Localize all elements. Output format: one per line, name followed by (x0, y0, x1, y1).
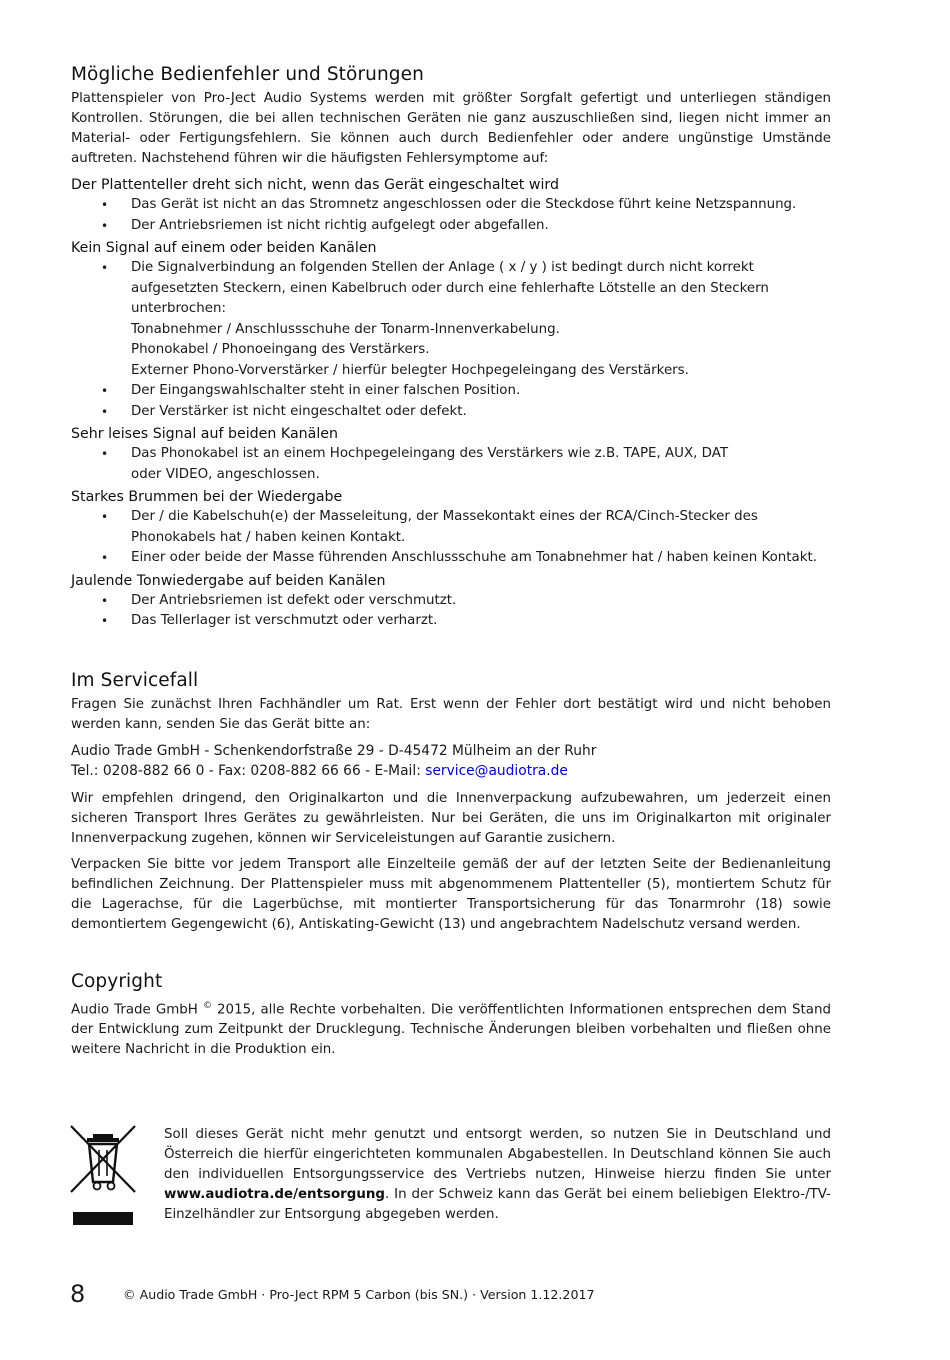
cause-text: Phonokabel / Phonoeingang des Verstärkers. (131, 342, 430, 357)
cause-text: Tonabnehmer / Anschlussschuhe der Tonarm-Innenverkabelung. (131, 321, 560, 337)
bullet-icon: • (101, 384, 109, 398)
disposal-notice (164, 1125, 831, 1225)
cause-item (71, 548, 831, 569)
weee-disposal-icon (69, 1124, 139, 1230)
cause-text: Der Verstärker ist nicht eingeschaltet oder defekt. (131, 403, 467, 419)
cause-item (71, 611, 831, 632)
cause-text: Der / die Kabelschuh(e) der Masseleitung, der Massekontakt eines der RCA/Cinch-Stecker des (131, 509, 758, 524)
contact-text: Tel.: 0208-882 66 0 - Fax: 0208-882 66 66 - E-Mail: (71, 762, 426, 779)
bullet-icon: • (101, 404, 109, 419)
cause-list (71, 507, 831, 569)
cause-list (71, 195, 831, 236)
cause-item (71, 258, 831, 381)
problem-title: Jaulende Tonwiedergabe auf beiden Kanälen (71, 572, 386, 589)
page-content (71, 64, 831, 1066)
disposal-text-end: . In der Schweiz kann das Gerät bei einem beliebigen Elektro-/TV-Einzelhändler zur Entsorgung abgegeben werden. (164, 1187, 831, 1222)
cause-list (71, 258, 831, 422)
cause-text: Der Antriebsriemen ist nicht richtig aufgelegt oder abgefallen. (131, 217, 549, 233)
cause-text: Das Gerät ist nicht an das Stromnetz angeschlossen oder die Steckdose führt keine Netzspannung. (131, 197, 797, 212)
cause-item (71, 444, 831, 485)
troubleshooting-intro: Plattenspieler von Pro-Ject Audio Systems werden mit größter Sorgfalt gefertigt und unterliegen ständigen Kontrollen. Störungen, die bei allen technischen Geräten nie ganz auszuschließen sind, liegen nicht immer an Material- oder Fertigungsfehlern. Sie können auch durch Bedienfehler oder andere ungünstige Umstände auftreten. Nachstehend führen wir die häufigsten Fehlersymptome auf: (71, 91, 831, 166)
bullet-icon: • (101, 447, 109, 461)
copyright-symbol: © (202, 1000, 212, 1011)
cause-text: Einer oder beide der Masse führenden Anschlussschuhe am Tonabnehmer hat / haben keinen Kontakt. (131, 550, 817, 565)
cause-text: oder VIDEO, angeschlossen. (131, 466, 320, 482)
problem-title: Sehr leises Signal auf beiden Kanälen (71, 426, 338, 442)
service-contact (71, 761, 831, 781)
cause-item (71, 381, 831, 402)
disposal-link[interactable]: www.audiotra.de/entsorgung (164, 1187, 385, 1202)
problem-title: Der Plattenteller dreht sich nicht, wenn das Gerät eingeschaltet wird (71, 177, 560, 193)
heading-copyright: Copyright (71, 970, 163, 992)
service-address: Audio Trade GmbH - Schenkendorfstraße 29 - D-45472 Mülheim an der Ruhr (71, 742, 597, 759)
copyright-body: 2015, alle Rechte vorbehalten. Die veröffentlichten Informationen entsprechen dem Stand der Entwicklung zum Zeitpunkt der Drucklegung. Technische Änderungen bleiben vorbehalten und fließen ohne weitere Nachricht in die Produktion ein. (71, 1001, 831, 1057)
cause-list (71, 444, 831, 485)
heading-service: Im Servicefall (71, 669, 199, 691)
page-footer (70, 1280, 770, 1312)
bullet-icon: • (101, 551, 109, 565)
disposal-text (164, 1125, 831, 1225)
disposal-text-start: Soll dieses Gerät nicht mehr genutzt und entsorgt werden, so nutzen Sie in Deutschland und Österreich die hierfür eingerichteten kommunalen Abgabestellen. In Deutschland können Sie auch den individuellen Entsorgungsservice des Vertriebs nutzen, Hinweise hierzu finden Sie unter (164, 1127, 831, 1182)
cause-text: Der Antriebsriemen ist defekt oder verschmutzt. (131, 592, 457, 608)
problem-list (71, 175, 831, 632)
bullet-icon: • (101, 510, 109, 524)
service-email-link[interactable]: service@audiotra.de (425, 762, 568, 779)
cause-item (71, 507, 831, 548)
bullet-icon: • (101, 218, 109, 233)
bullet-icon: • (101, 614, 109, 628)
page-number: 8 (70, 1280, 86, 1308)
service-transport-note: Verpacken Sie bitte vor jedem Transport alle Einzelteile gemäß der auf der letzten Seite der Bedienanleitung befindlichen Zeichnung. Der Plattenspieler muss mit abgenommenem Plattenteller (5), montiertem Schutz für die Lagerachse, für die Lagerbüchse, mit montierter Transportsicherung für das Tonarmrohr (18) sowie demontiertem Gegengewicht (6), Antiskating-Gewicht (13) und angebrachtem Nadelschutz versand werden. (71, 856, 831, 932)
cause-text: Das Tellerlager ist verschmutzt oder verharzt. (131, 613, 438, 628)
problem-title: Starkes Brummen bei der Wiedergabe (71, 489, 343, 505)
bullet-icon: • (101, 198, 109, 212)
copyright-holder: Audio Trade GmbH (71, 1001, 203, 1017)
service-intro: Fragen Sie zunächst Ihren Fachhändler um Rat. Erst wenn der Fehler dort bestätigt wird und nicht behoben werden kann, senden Sie das Gerät bitte an: (71, 696, 831, 732)
cause-item (71, 402, 831, 423)
cause-item (71, 216, 831, 237)
bullet-icon: • (101, 593, 109, 608)
cause-item (71, 195, 831, 216)
cause-text: Das Phonokabel ist an einem Hochpegeleingang des Verstärkers wie z.B. TAPE, AUX, DAT (131, 446, 729, 461)
problem-title: Kein Signal auf einem oder beiden Kanälen (71, 240, 377, 256)
cause-text: Die Signalverbindung an folgenden Stellen der Anlage ( x / y ) ist bedingt durch nicht korrekt aufgesetzten Steckern, einen Kabelbruch oder durch eine fehlerhafte Lötstelle an den Steckern unterbrochen: (131, 260, 769, 316)
cause-text: Der Eingangswahlschalter steht in einer falschen Position. (131, 383, 521, 398)
service-packaging-note: Wir empfehlen dringend, den Originalkarton und die Innenverpackung aufzubewahren, um jederzeit einen sicheren Transport Ihres Gerätes zu gewährleisten. Nur bei Geräten, die uns im Originalkarton mit originaler Innenverpackung zugehen, können wir Serviceleistungen auf Garantie zusichern. (71, 790, 831, 846)
cause-text: Phonokabels hat / haben keinen Kontakt. (131, 529, 406, 545)
footer-text: © Audio Trade GmbH · Pro-Ject RPM 5 Carbon (bis SN.) · Version 1.12.2017 (123, 1287, 595, 1302)
cause-item (71, 591, 831, 612)
cause-text: Externer Phono-Vorverstärker / hierfür belegter Hochpegeleingang des Verstärkers. (131, 362, 689, 378)
heading-troubleshooting: Mögliche Bedienfehler und Störungen (71, 64, 424, 85)
bullet-icon: • (101, 261, 109, 275)
copyright-text (71, 996, 831, 1060)
cause-list (71, 591, 831, 632)
